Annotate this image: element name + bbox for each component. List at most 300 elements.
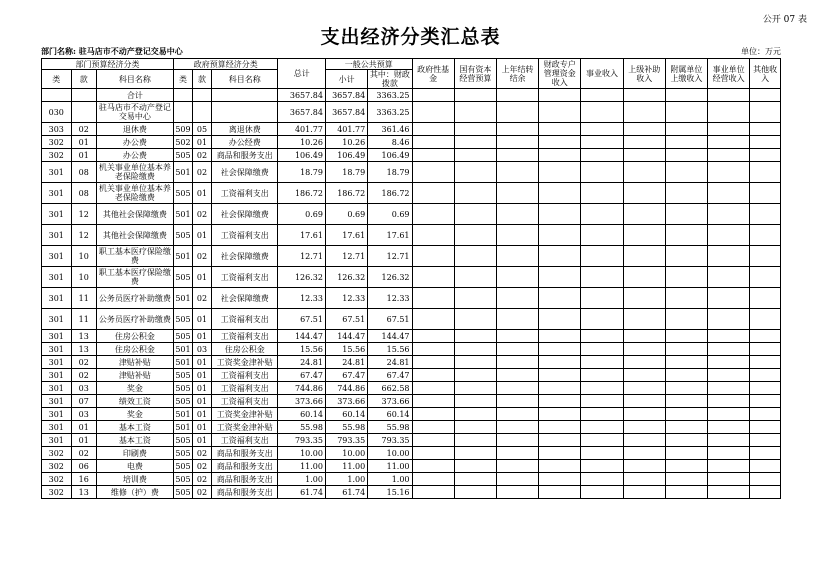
gov-subject-cell: 商品和服务支出 bbox=[211, 447, 278, 460]
other-income-cell bbox=[750, 102, 781, 123]
business-operation-cell bbox=[708, 395, 750, 408]
business-operation-cell bbox=[708, 343, 750, 356]
superior-subsidy-cell bbox=[623, 267, 665, 288]
gov-fund-cell bbox=[412, 460, 454, 473]
business-operation-cell bbox=[708, 473, 750, 486]
state-capital-cell bbox=[454, 225, 496, 246]
other-income-cell bbox=[750, 267, 781, 288]
carryover-cell bbox=[496, 246, 538, 267]
dept-lei-cell: 301 bbox=[42, 309, 72, 330]
dept-lei-cell: 302 bbox=[42, 473, 72, 486]
other-income-cell bbox=[750, 288, 781, 309]
header-general-budget: 一般公共预算 bbox=[325, 59, 412, 70]
dept-subject-cell: 公务员医疗补助缴费 bbox=[96, 309, 173, 330]
superior-subsidy-cell bbox=[623, 246, 665, 267]
gov-lei-cell: 505 bbox=[175, 435, 191, 445]
carryover-cell bbox=[496, 225, 538, 246]
gov-kuan-cell bbox=[192, 102, 211, 123]
dept-subject-cell: 印刷费 bbox=[96, 447, 173, 460]
subtotal-cell: 18.79 bbox=[325, 162, 367, 183]
business-income-cell bbox=[581, 395, 623, 408]
affiliated-payment-cell bbox=[665, 382, 707, 395]
state-capital-cell bbox=[454, 343, 496, 356]
business-income-cell bbox=[581, 343, 623, 356]
other-income-cell bbox=[750, 204, 781, 225]
state-capital-cell bbox=[454, 460, 496, 473]
dept-subject-cell: 机关事业单位基本养老保险缴费 bbox=[96, 183, 173, 204]
special-fund-cell bbox=[539, 102, 581, 123]
total-cell: 17.61 bbox=[278, 225, 326, 246]
subtotal-cell: 67.51 bbox=[325, 309, 367, 330]
gov-subject-cell: 工资福利支出 bbox=[211, 183, 278, 204]
subtotal-cell: 55.98 bbox=[325, 421, 367, 434]
superior-subsidy-cell bbox=[623, 395, 665, 408]
total-cell: 373.66 bbox=[278, 395, 326, 408]
total-cell: 10.00 bbox=[278, 447, 326, 460]
dept-subject-cell: 维修（护）费 bbox=[96, 486, 173, 499]
other-income-cell bbox=[750, 434, 781, 447]
subtotal-cell: 126.32 bbox=[325, 267, 367, 288]
gov-lei-cell: 505 bbox=[173, 267, 192, 288]
carryover-cell bbox=[496, 149, 538, 162]
business-income-cell bbox=[581, 102, 623, 123]
total-cell: 144.47 bbox=[278, 330, 326, 343]
affiliated-payment-cell bbox=[665, 246, 707, 267]
header-total: 总计 bbox=[278, 59, 326, 89]
special-fund-cell bbox=[539, 136, 581, 149]
carryover-cell bbox=[496, 330, 538, 343]
dept-kuan-cell: 10 bbox=[71, 246, 96, 267]
dept-lei-cell: 301 bbox=[42, 434, 72, 447]
special-fund-cell bbox=[539, 183, 581, 204]
affiliated-payment-cell bbox=[665, 369, 707, 382]
gov-lei-cell: 505 bbox=[175, 370, 191, 380]
state-capital-cell bbox=[454, 356, 496, 369]
affiliated-payment-cell bbox=[665, 309, 707, 330]
total-cell: 126.32 bbox=[278, 267, 326, 288]
carryover-cell bbox=[496, 460, 538, 473]
gov-lei-cell: 505 bbox=[175, 474, 191, 484]
special-fund-cell bbox=[539, 162, 581, 183]
affiliated-payment-cell bbox=[665, 421, 707, 434]
special-fund-cell bbox=[539, 486, 581, 499]
gov-fund-cell bbox=[412, 356, 454, 369]
unit-label: 单位：万元 bbox=[741, 47, 781, 56]
subtotal-cell: 10.00 bbox=[325, 447, 367, 460]
superior-subsidy-cell bbox=[623, 356, 665, 369]
special-fund-cell bbox=[539, 149, 581, 162]
subtotal-cell: 3657.84 bbox=[325, 102, 367, 123]
affiliated-payment-cell bbox=[665, 149, 707, 162]
dept-lei-cell: 302 bbox=[42, 447, 72, 460]
special-fund-cell bbox=[539, 434, 581, 447]
dept-subject-cell: 住房公积金 bbox=[96, 343, 173, 356]
state-capital-cell bbox=[454, 102, 496, 123]
dept-lei-cell: 301 bbox=[42, 382, 72, 395]
affiliated-payment-cell bbox=[665, 89, 707, 102]
gov-fund-cell bbox=[412, 204, 454, 225]
header-business-income: 事业收入 bbox=[581, 59, 623, 89]
gov-kuan-cell: 01 bbox=[192, 136, 211, 149]
business-income-cell bbox=[581, 408, 623, 421]
gov-kuan-cell: 02 bbox=[192, 288, 211, 309]
affiliated-payment-cell bbox=[665, 162, 707, 183]
header-dept-lei: 类 bbox=[42, 70, 72, 89]
gov-subject-cell: 工资福利支出 bbox=[211, 382, 278, 395]
other-income-cell bbox=[750, 136, 781, 149]
business-operation-cell bbox=[708, 382, 750, 395]
business-income-cell bbox=[581, 447, 623, 460]
dept-lei-cell: 302 bbox=[42, 149, 72, 162]
carryover-cell bbox=[496, 408, 538, 421]
total-cell: 67.47 bbox=[278, 369, 326, 382]
dept-lei-cell: 302 bbox=[42, 136, 72, 149]
business-operation-cell bbox=[708, 162, 750, 183]
dept-lei-cell: 303 bbox=[42, 123, 72, 136]
total-cell: 744.86 bbox=[278, 382, 326, 395]
dept-kuan-cell: 08 bbox=[71, 183, 96, 204]
gov-lei-cell: 505 bbox=[175, 448, 191, 458]
business-operation-cell bbox=[708, 421, 750, 434]
dept-kuan-cell: 06 bbox=[71, 460, 96, 473]
business-operation-cell bbox=[708, 183, 750, 204]
table-row bbox=[42, 162, 781, 183]
dept-kuan-cell: 03 bbox=[71, 408, 96, 421]
department-label: 部门名称: 驻马店市不动产登记交易中心 bbox=[41, 46, 183, 56]
subtotal-cell: 0.69 bbox=[325, 204, 367, 225]
business-operation-cell bbox=[708, 486, 750, 499]
carryover-cell bbox=[496, 288, 538, 309]
gov-fund-cell bbox=[412, 246, 454, 267]
business-operation-cell bbox=[708, 267, 750, 288]
gov-fund-cell bbox=[412, 123, 454, 136]
special-fund-cell bbox=[539, 330, 581, 343]
dept-kuan-cell: 10 bbox=[71, 267, 96, 288]
gov-fund-cell bbox=[412, 486, 454, 499]
superior-subsidy-cell bbox=[623, 382, 665, 395]
state-capital-cell bbox=[454, 473, 496, 486]
gov-fund-cell bbox=[412, 183, 454, 204]
business-operation-cell bbox=[708, 309, 750, 330]
gov-lei-cell: 502 bbox=[175, 137, 191, 147]
gov-fund-cell bbox=[412, 421, 454, 434]
dept-kuan-cell bbox=[71, 89, 96, 102]
gov-kuan-cell: 01 bbox=[192, 382, 211, 395]
special-fund-cell bbox=[539, 460, 581, 473]
gov-subject-cell: 工资奖金津补贴 bbox=[211, 356, 278, 369]
fiscal-allocation-cell: 8.46 bbox=[368, 136, 412, 149]
gov-kuan-cell: 02 bbox=[192, 447, 211, 460]
dept-kuan-cell: 11 bbox=[71, 288, 96, 309]
header-dept-group: 部门预算经济分类 bbox=[42, 59, 174, 70]
table-row bbox=[42, 183, 781, 204]
superior-subsidy-cell bbox=[623, 225, 665, 246]
dept-lei-cell: 301 bbox=[42, 421, 72, 434]
gov-lei-cell: 509 bbox=[175, 124, 191, 134]
affiliated-payment-cell bbox=[665, 136, 707, 149]
state-capital-cell bbox=[454, 204, 496, 225]
gov-subject-cell: 工资福利支出 bbox=[211, 395, 278, 408]
fiscal-allocation-cell: 3363.25 bbox=[368, 89, 412, 102]
other-income-cell bbox=[750, 162, 781, 183]
superior-subsidy-cell bbox=[623, 204, 665, 225]
subtotal-cell: 11.00 bbox=[325, 460, 367, 473]
dept-kuan-cell: 07 bbox=[71, 395, 96, 408]
gov-fund-cell bbox=[412, 149, 454, 162]
gov-subject-cell: 工资福利支出 bbox=[211, 369, 278, 382]
dept-kuan-cell: 12 bbox=[71, 225, 96, 246]
carryover-cell bbox=[496, 102, 538, 123]
dept-subject-cell: 奖金 bbox=[96, 382, 173, 395]
table-row bbox=[42, 149, 781, 162]
fiscal-allocation-cell: 11.00 bbox=[368, 460, 412, 473]
subtotal-cell: 24.81 bbox=[325, 356, 367, 369]
affiliated-payment-cell bbox=[665, 267, 707, 288]
superior-subsidy-cell bbox=[623, 460, 665, 473]
carryover-cell bbox=[496, 343, 538, 356]
gov-subject-cell: 离退休费 bbox=[211, 123, 278, 136]
gov-fund-cell bbox=[412, 434, 454, 447]
superior-subsidy-cell bbox=[623, 434, 665, 447]
gov-fund-cell bbox=[412, 473, 454, 486]
dept-subject-cell: 职工基本医疗保险缴费 bbox=[96, 267, 173, 288]
fiscal-allocation-cell: 793.35 bbox=[368, 434, 412, 447]
gov-kuan-cell: 05 bbox=[192, 123, 211, 136]
superior-subsidy-cell bbox=[623, 288, 665, 309]
gov-kuan-cell: 01 bbox=[192, 309, 211, 330]
business-operation-cell bbox=[708, 102, 750, 123]
dept-kuan-cell: 11 bbox=[71, 309, 96, 330]
carryover-cell bbox=[496, 486, 538, 499]
business-operation-cell bbox=[708, 408, 750, 421]
gov-fund-cell bbox=[412, 382, 454, 395]
gov-lei-cell: 501 bbox=[175, 422, 191, 432]
gov-subject-cell: 商品和服务支出 bbox=[211, 149, 278, 162]
gov-subject-cell: 办公经费 bbox=[211, 136, 278, 149]
fiscal-allocation-cell: 15.16 bbox=[368, 486, 412, 499]
gov-lei-cell: 501 bbox=[173, 204, 192, 225]
table-row bbox=[42, 246, 781, 267]
dept-lei-cell: 302 bbox=[42, 486, 72, 499]
total-cell: 793.35 bbox=[278, 434, 326, 447]
business-operation-cell bbox=[708, 225, 750, 246]
subtotal-cell: 186.72 bbox=[325, 183, 367, 204]
table-row bbox=[42, 382, 781, 395]
gov-lei-cell: 501 bbox=[175, 409, 191, 419]
dept-subject-cell: 驻马店市不动产登记交易中心 bbox=[96, 102, 173, 123]
dept-subject-cell: 办公费 bbox=[96, 136, 173, 149]
business-income-cell bbox=[581, 123, 623, 136]
special-fund-cell bbox=[539, 421, 581, 434]
total-cell: 3657.84 bbox=[278, 89, 326, 102]
business-income-cell bbox=[581, 246, 623, 267]
state-capital-cell bbox=[454, 382, 496, 395]
header-gov-kuan: 款 bbox=[192, 70, 211, 89]
table-row bbox=[42, 225, 781, 246]
total-cell: 12.71 bbox=[278, 246, 326, 267]
total-cell: 106.49 bbox=[278, 149, 326, 162]
header-dept-subject-name: 科目名称 bbox=[96, 70, 173, 89]
other-income-cell bbox=[750, 421, 781, 434]
dept-subject-cell: 电费 bbox=[96, 460, 173, 473]
gov-kuan-cell: 01 bbox=[192, 225, 211, 246]
fiscal-allocation-cell: 55.98 bbox=[368, 421, 412, 434]
fiscal-allocation-cell: 17.61 bbox=[368, 225, 412, 246]
subtotal-cell: 106.49 bbox=[325, 149, 367, 162]
carryover-cell bbox=[496, 267, 538, 288]
superior-subsidy-cell bbox=[623, 162, 665, 183]
dept-subject-cell: 津贴补贴 bbox=[96, 369, 173, 382]
gov-subject-cell: 社会保障缴费 bbox=[211, 162, 278, 183]
other-income-cell bbox=[750, 473, 781, 486]
header-carryover: 上年结转结余 bbox=[496, 59, 538, 89]
business-income-cell bbox=[581, 382, 623, 395]
state-capital-cell bbox=[454, 183, 496, 204]
table-row bbox=[42, 288, 781, 309]
gov-fund-cell bbox=[412, 408, 454, 421]
superior-subsidy-cell bbox=[623, 136, 665, 149]
subtotal-cell: 373.66 bbox=[325, 395, 367, 408]
business-income-cell bbox=[581, 356, 623, 369]
state-capital-cell bbox=[454, 309, 496, 330]
superior-subsidy-cell bbox=[623, 183, 665, 204]
carryover-cell bbox=[496, 123, 538, 136]
header-gov-group: 政府预算经济分类 bbox=[173, 59, 278, 70]
subtotal-cell: 401.77 bbox=[325, 123, 367, 136]
affiliated-payment-cell bbox=[665, 434, 707, 447]
dept-lei-cell: 301 bbox=[42, 288, 72, 309]
gov-fund-cell bbox=[412, 267, 454, 288]
business-income-cell bbox=[581, 162, 623, 183]
gov-lei-cell: 505 bbox=[175, 487, 191, 497]
superior-subsidy-cell bbox=[623, 343, 665, 356]
gov-kuan-cell bbox=[192, 89, 211, 102]
fiscal-allocation-cell: 186.72 bbox=[368, 183, 412, 204]
gov-kuan-cell: 02 bbox=[192, 246, 211, 267]
state-capital-cell bbox=[454, 369, 496, 382]
affiliated-payment-cell bbox=[665, 460, 707, 473]
dept-subject-cell: 津贴补贴 bbox=[96, 356, 173, 369]
gov-kuan-cell: 01 bbox=[192, 421, 211, 434]
state-capital-cell bbox=[454, 486, 496, 499]
superior-subsidy-cell bbox=[623, 486, 665, 499]
fiscal-allocation-cell: 144.47 bbox=[368, 330, 412, 343]
gov-subject-cell: 工资福利支出 bbox=[211, 309, 278, 330]
dept-lei-cell: 302 bbox=[42, 460, 72, 473]
other-income-cell bbox=[750, 408, 781, 421]
other-income-cell bbox=[750, 356, 781, 369]
table-row bbox=[42, 136, 781, 149]
table-row bbox=[42, 447, 781, 460]
business-operation-cell bbox=[708, 356, 750, 369]
special-fund-cell bbox=[539, 395, 581, 408]
other-income-cell bbox=[750, 369, 781, 382]
superior-subsidy-cell bbox=[623, 369, 665, 382]
gov-lei-cell: 505 bbox=[175, 461, 191, 471]
subtotal-cell: 60.14 bbox=[325, 408, 367, 421]
special-fund-cell bbox=[539, 267, 581, 288]
gov-subject-cell: 住房公积金 bbox=[211, 343, 278, 356]
total-cell: 401.77 bbox=[278, 123, 326, 136]
table-row bbox=[42, 356, 781, 369]
gov-fund-cell bbox=[412, 309, 454, 330]
special-fund-cell bbox=[539, 447, 581, 460]
carryover-cell bbox=[496, 447, 538, 460]
affiliated-payment-cell bbox=[665, 225, 707, 246]
table-row bbox=[42, 204, 781, 225]
superior-subsidy-cell bbox=[623, 421, 665, 434]
gov-lei-cell: 501 bbox=[175, 344, 191, 354]
gov-kuan-cell: 01 bbox=[192, 395, 211, 408]
fiscal-allocation-cell: 1.00 bbox=[368, 473, 412, 486]
affiliated-payment-cell bbox=[665, 486, 707, 499]
table-row bbox=[42, 309, 781, 330]
gov-fund-cell bbox=[412, 330, 454, 343]
affiliated-payment-cell bbox=[665, 330, 707, 343]
total-cell: 11.00 bbox=[278, 460, 326, 473]
gov-lei-cell: 501 bbox=[173, 162, 192, 183]
dept-kuan-cell: 16 bbox=[71, 473, 96, 486]
header-business-operation: 事业单位经营收入 bbox=[708, 59, 750, 89]
state-capital-cell bbox=[454, 123, 496, 136]
gov-lei-cell bbox=[173, 89, 192, 102]
business-income-cell bbox=[581, 89, 623, 102]
carryover-cell bbox=[496, 136, 538, 149]
subtotal-cell: 15.56 bbox=[325, 343, 367, 356]
subtotal-cell: 744.86 bbox=[325, 382, 367, 395]
other-income-cell bbox=[750, 343, 781, 356]
dept-subject-cell: 培训费 bbox=[96, 473, 173, 486]
special-fund-cell bbox=[539, 382, 581, 395]
other-income-cell bbox=[750, 123, 781, 136]
total-cell: 0.69 bbox=[278, 204, 326, 225]
gov-kuan-cell: 01 bbox=[192, 183, 211, 204]
subtotal-cell: 61.74 bbox=[325, 486, 367, 499]
gov-fund-cell bbox=[412, 102, 454, 123]
dept-subject-cell: 基本工资 bbox=[96, 421, 173, 434]
special-fund-cell bbox=[539, 473, 581, 486]
business-income-cell bbox=[581, 183, 623, 204]
dept-subject-cell: 职工基本医疗保险缴费 bbox=[96, 246, 173, 267]
header-special-fund: 财政专户管理资金收入 bbox=[539, 59, 581, 89]
dept-lei-cell bbox=[42, 89, 72, 102]
gov-subject-cell: 工资福利支出 bbox=[211, 330, 278, 343]
total-cell: 67.51 bbox=[278, 309, 326, 330]
dept-lei-cell: 301 bbox=[42, 408, 72, 421]
table-row bbox=[42, 89, 781, 102]
business-income-cell bbox=[581, 136, 623, 149]
carryover-cell bbox=[496, 369, 538, 382]
gov-lei-cell: 501 bbox=[175, 357, 191, 367]
dept-subject-cell: 合计 bbox=[96, 89, 173, 102]
state-capital-cell bbox=[454, 395, 496, 408]
carryover-cell bbox=[496, 434, 538, 447]
business-operation-cell bbox=[708, 246, 750, 267]
business-income-cell bbox=[581, 330, 623, 343]
dept-kuan-cell: 03 bbox=[71, 382, 96, 395]
table-row bbox=[42, 460, 781, 473]
business-income-cell bbox=[581, 204, 623, 225]
dept-subject-cell: 奖金 bbox=[96, 408, 173, 421]
special-fund-cell bbox=[539, 408, 581, 421]
gov-kuan-cell: 01 bbox=[192, 356, 211, 369]
table-row bbox=[42, 343, 781, 356]
superior-subsidy-cell bbox=[623, 447, 665, 460]
business-operation-cell bbox=[708, 89, 750, 102]
fiscal-allocation-cell: 15.56 bbox=[368, 343, 412, 356]
superior-subsidy-cell bbox=[623, 330, 665, 343]
business-income-cell bbox=[581, 267, 623, 288]
